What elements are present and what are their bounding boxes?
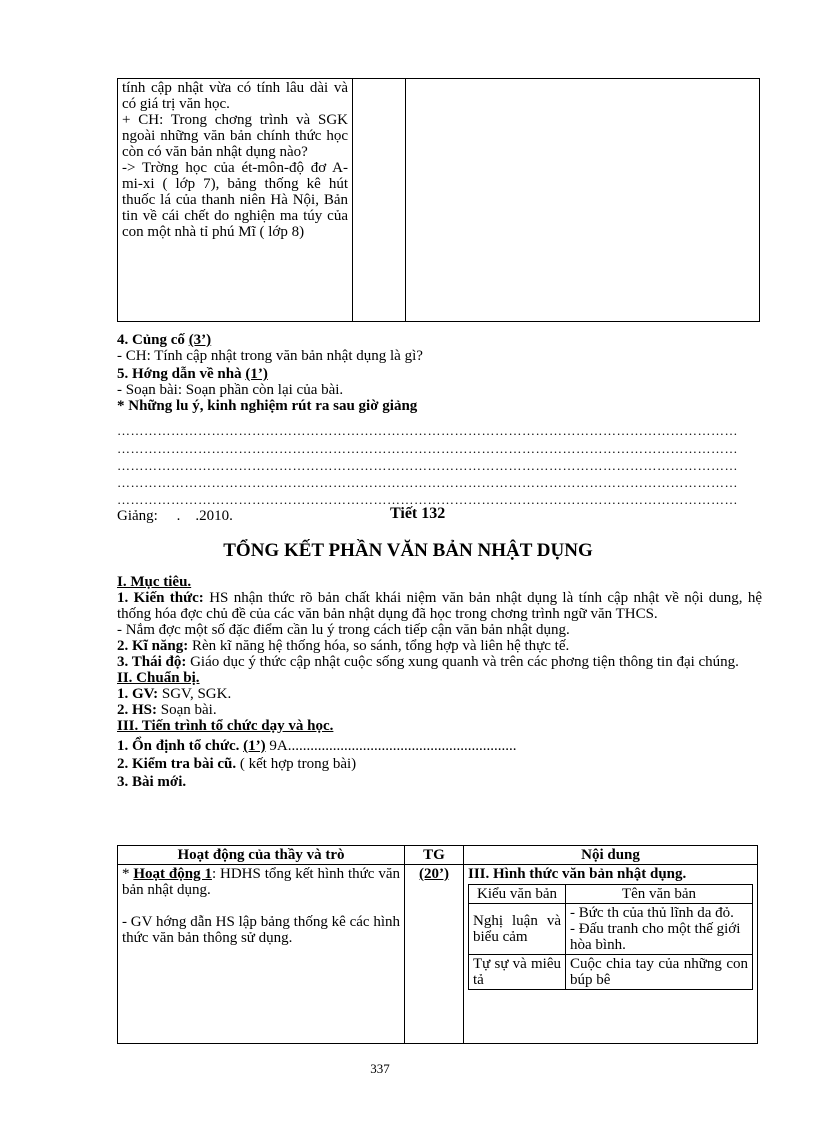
time-cell: [405, 865, 464, 1044]
lesson-table: [117, 845, 758, 1044]
heading: 4. Củng cố: [117, 332, 185, 348]
column-header: TG: [405, 846, 464, 865]
review-section: [117, 332, 762, 414]
content-cell: [464, 865, 758, 1044]
section-heading: III. Hình thức văn bản nhật dụng.: [468, 866, 687, 882]
page-number: 337: [370, 1061, 390, 1076]
paragraph: : HDHS tổng kết hình thức văn bản nhật dụng.: [122, 866, 400, 898]
paragraph: Giáo dục ý thức cập nhật cuộc sống xung quanh và trên các phơng tiện thông tin đại chúng.: [190, 654, 739, 670]
activity-cell: [118, 865, 405, 1044]
paragraph: - CH: Tính cập nhật trong văn bản nhật dụng là gì?: [117, 348, 423, 364]
text-type-cell: Tự sự và miêu tả: [469, 955, 566, 990]
page-title: TỔNG KẾT PHẦN VĂN BẢN NHẬT DỤNG: [223, 540, 593, 561]
text-name: - Đấu tranh cho một thế giới hòa bình.: [570, 921, 741, 953]
paragraph: ( kết hợp trong bài): [239, 756, 357, 772]
activity-label: Hoạt động 1: [133, 866, 212, 882]
heading: I. Mục tiêu.: [117, 574, 192, 590]
label: 1. Ổn định tổ chức.: [117, 738, 240, 754]
paragraph: - GV hớng dẫn HS lập bảng thống kê các hình thức văn bản thông sử dụng.: [122, 914, 400, 946]
paragraph: - Nắm đợc một số đặc điểm cần lu ý trong cách tiếp cận văn bản nhật dụng.: [117, 622, 570, 638]
top-table-cell-time: [353, 79, 406, 322]
label: 2. Kĩ năng:: [117, 638, 189, 654]
bullet: *: [122, 866, 134, 882]
heading: III. Tiến trình tổ chức dạy và học.: [117, 718, 334, 734]
date-line: Giảng: . .2010.: [117, 508, 233, 524]
dotted-line: …………………………………………………………………………………………………………………………: [117, 475, 738, 490]
paragraph: Soạn bài.: [160, 702, 217, 718]
dotted-line: …………………………………………………………………………………………………………………………: [117, 458, 738, 473]
text-types-table: [468, 884, 753, 990]
label: 2. Kiểm tra bài cũ.: [117, 756, 237, 772]
top-table-cell-content: [406, 79, 760, 322]
dotted-line: …………………………………………………………………………………………………………………………: [117, 423, 738, 438]
heading: 5. Hớng dẫn về nhà: [117, 366, 242, 382]
text-name: Cuộc chia tay của những con búp bê: [566, 955, 753, 990]
dotted-line: …………………………………………………………………………………………………………………………: [117, 441, 738, 456]
column-header: Nội dung: [464, 846, 758, 865]
label: 2. HS:: [117, 702, 158, 718]
paragraph: 9A.............................................................: [269, 738, 517, 754]
time-label: (3’): [188, 332, 212, 348]
time-label: (20’): [419, 866, 449, 882]
text-name-cell: [566, 904, 753, 955]
label: 1. GV:: [117, 686, 159, 702]
time-label: (1’): [243, 738, 266, 754]
paragraph: + CH: Trong chơng trình và SGK ngoài những văn bản chính thức học còn có văn bản nhật dụng nào?: [122, 112, 348, 160]
top-table-cell-activity: [118, 79, 353, 322]
paragraph: - Soạn bài: Soạn phần còn lại của bài.: [117, 382, 344, 398]
text-type-cell: Nghị luận và biểu cảm: [469, 904, 566, 955]
paragraph: Rèn kĩ năng hệ thống hóa, so sánh, tổng hợp và liên hệ thực tế.: [192, 638, 570, 654]
lesson-number: Tiết 132: [390, 505, 446, 522]
label: 1. Kiến thức:: [117, 590, 204, 606]
column-header: Tên văn bản: [566, 885, 753, 904]
label: 3. Thái độ:: [117, 654, 187, 670]
heading: * Những lu ý, kinh nghiệm rút ra sau giờ giảng: [117, 398, 418, 414]
paragraph: HS nhận thức rõ bản chất khái niệm văn bản nhật dụng là tính cập nhật về nội dung, hệ thống hóa đợc chủ đề của các văn bản nhật dụng đã học trong chơng trình ngữ văn THCS.: [117, 590, 763, 622]
heading: II. Chuẩn bị.: [117, 670, 200, 686]
heading: 3. Bài mới.: [117, 774, 187, 790]
text-name: - Bức th của thủ lĩnh da đỏ.: [570, 905, 734, 921]
paragraph: -> Trờng học của ét-môn-độ đơ A-mi-xi ( lớp 7), bảng thống kê hút thuốc lá của thanh niên Hà Nội, Bản tin về cái chết do nghiện ma túy của con một nhà tỉ phú Mĩ ( lớp 8): [122, 160, 348, 240]
paragraph: SGV, SGK.: [161, 686, 232, 702]
time-label: (1’): [245, 366, 268, 382]
paragraph: tính cập nhật vừa có tính lâu dài và có giá trị văn học.: [122, 80, 348, 112]
column-header: Kiểu văn bản: [469, 885, 566, 904]
dotted-line: …………………………………………………………………………………………………………………………: [117, 492, 738, 507]
top-table: [117, 78, 760, 322]
objectives-section: [117, 574, 762, 790]
column-header: Hoạt động của thầy và trò: [118, 846, 405, 865]
